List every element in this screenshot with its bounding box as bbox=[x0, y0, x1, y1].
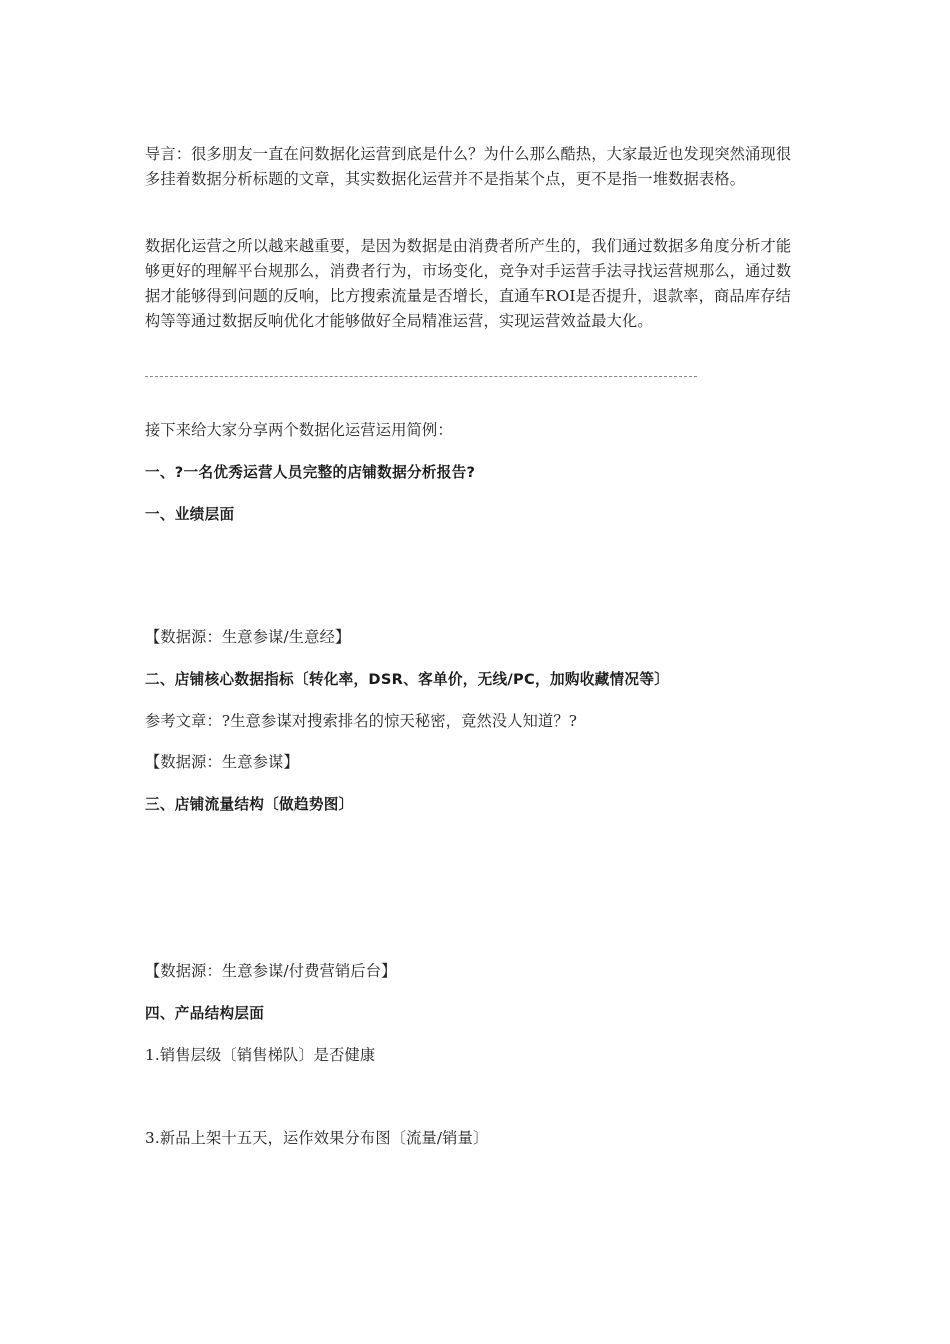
list-item-sales-tier: 1.销售层级〔销售梯队〕是否健康 bbox=[145, 1046, 376, 1064]
traffic-structure-heading: 三、店铺流量结构〔做趋势图〕 bbox=[145, 796, 354, 813]
data-source-label: 【数据源：生意参谋/付费营销后台】 bbox=[145, 962, 397, 980]
report-heading: 一、?一名优秀运营人员完整的店铺数据分析报告? bbox=[145, 464, 476, 481]
dashed-divider bbox=[145, 376, 697, 377]
intro-paragraph: 导言：很多朋友一直在问数据化运营到底是什么？为什么那么酷热，大家最近也发现突然涌现很多挂着数据分析标题的文章，其实数据化运营并不是指某个点，更不是指一堆数据表格。 bbox=[145, 145, 792, 188]
data-source-label: 【数据源：生意参谋】 bbox=[145, 753, 299, 771]
body-paragraph: 数据化运营之所以越来越重要，是因为数据是由消费者所产生的，我们通过数据多角度分析才能够更好的理解平台规那么，消费者行为，市场变化，竞争对手运营手法寻找运营规那么，通过数据才能够得到问题的反响，比方搜索流量是否增长，直通车ROI是否提升，退款率，商品库存结构等等通过数据反响优化才能够做好全局精准运营，实现运营效益最大化。 bbox=[145, 237, 792, 330]
lead-in-text: 接下来给大家分享两个数据化运营运用简例： bbox=[145, 421, 453, 439]
performance-heading: 一、业绩层面 bbox=[145, 506, 235, 523]
reference-article-text: 参考文章：?生意参谋对搜索排名的惊天秘密，竟然没人知道？? bbox=[145, 712, 578, 730]
data-source-label: 【数据源：生意参谋/生意经】 bbox=[145, 628, 351, 646]
core-metrics-heading: 二、店铺核心数据指标〔转化率，DSR、客单价，无线/PC，加购收藏情况等〕 bbox=[145, 671, 670, 688]
product-structure-heading: 四、产品结构层面 bbox=[145, 1005, 265, 1022]
list-item-new-product: 3.新品上架十五天，运作效果分布图〔流量/销量〕 bbox=[145, 1129, 489, 1147]
